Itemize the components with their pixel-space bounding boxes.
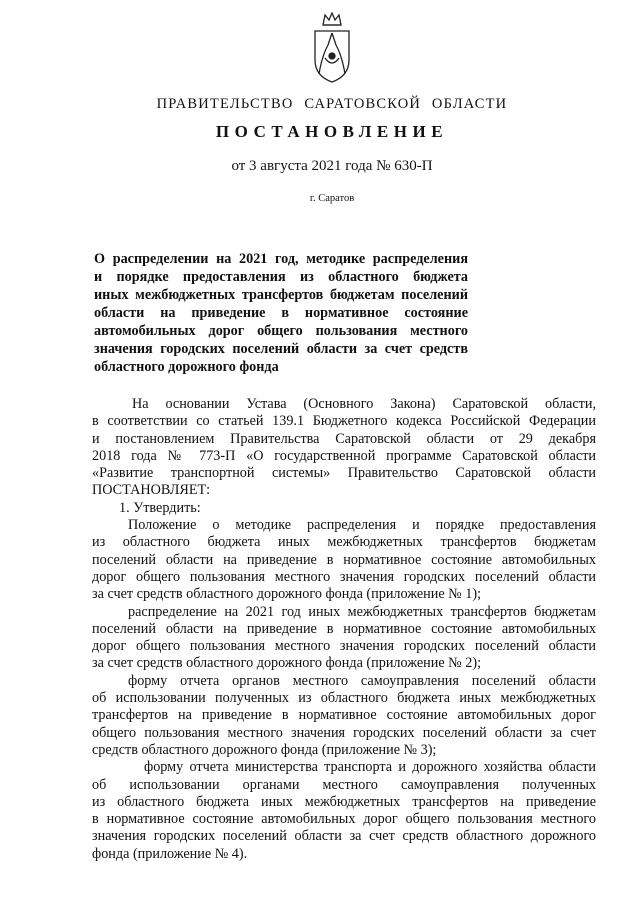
body-line: На основании Устава (Основного Закона) Саратовской области, — [132, 396, 596, 412]
body-line: форму отчета министерства транспорта и дорожного хозяйства области — [144, 759, 596, 776]
body-line: из областного бюджета иных межбюджетных трансфертов на приведение — [92, 793, 596, 810]
government-name: ПРАВИТЕЛЬСТВО САРАТОВСКОЙ ОБЛАСТИ — [156, 96, 508, 112]
body-line: ПОСТАНОВЛЯЕТ: — [92, 482, 211, 499]
document-body — [92, 396, 596, 863]
body-line: за счет средств областного дорожного фонда (приложение № 1); — [92, 586, 482, 603]
body-line: трансфертов на приведение в нормативное состояние автомобильных дорог — [92, 707, 596, 724]
body-line: из областного бюджета иных межбюджетных трансфертов бюджетам — [92, 534, 596, 551]
subject-line: значения городских поселений области за счет средств — [94, 341, 468, 357]
document-date-number: от 3 августа 2021 года № 630-П — [231, 158, 433, 174]
body-line: в соответствии со статьей 139.1 Бюджетного кодекса Российской Федерации — [92, 413, 596, 430]
subject-line: О распределении на 2021 год, методике распределения — [94, 251, 468, 267]
subject-line: иных межбюджетных трансфертов бюджетам поселений — [94, 287, 468, 303]
saratov-coat-of-arms-icon — [312, 12, 352, 84]
subject-line: автомобильных дорог общего пользования местного — [94, 323, 468, 339]
body-line: 2018 года № 773-П «О государственной программе Саратовской области — [92, 447, 596, 464]
body-line: Положение о методике распределения и порядке предоставления — [128, 517, 596, 534]
body-line: форму отчета органов местного самоуправления поселений области — [128, 672, 596, 689]
body-line: за счет средств областного дорожного фонда (приложение № 2); — [92, 655, 482, 672]
body-line: распределение на 2021 год иных межбюджетных трансфертов бюджетам — [128, 603, 596, 620]
subject-line: области на приведение в нормативное состояние — [94, 305, 468, 321]
body-line: 1. Утвердить: — [119, 499, 201, 516]
body-line: и постановлением Правительства Саратовской области от 29 декабря — [92, 430, 596, 447]
body-line: общего пользования местного значения городских поселений области за счет — [92, 724, 596, 741]
document-title: ПОСТАНОВЛЕНИЕ — [215, 122, 449, 141]
body-line: об использовании полученных из областного бюджета иных межбюджетных — [92, 690, 596, 707]
document-subject — [94, 250, 468, 376]
document-city: г. Саратов — [309, 193, 355, 204]
body-line: дорог общего пользования местного значения городских поселений области — [92, 568, 596, 585]
body-line: «Развитие транспортной системы» Правительство Саратовской области — [92, 465, 596, 482]
subject-line: областного дорожного фонда — [94, 359, 279, 375]
body-line: значения городских поселений области за счет средств областного дорожного — [92, 828, 596, 845]
body-line: дорог общего пользования местного значения городских поселений области — [92, 638, 596, 655]
body-line: об использовании органами местного самоуправления полученных — [92, 776, 596, 793]
body-line: средств областного дорожного фонда (приложение № 3); — [92, 741, 437, 758]
body-line: в нормативное состояние автомобильных дорог общего пользования местного — [92, 811, 596, 828]
body-line: поселений области на приведение в нормативное состояние автомобильных — [92, 551, 596, 568]
body-line: фонда (приложение № 4). — [92, 845, 248, 862]
subject-line: и порядке предоставления из областного бюджета — [94, 269, 468, 285]
body-line: поселений области на приведение в нормативное состояние автомобильных — [92, 620, 596, 637]
